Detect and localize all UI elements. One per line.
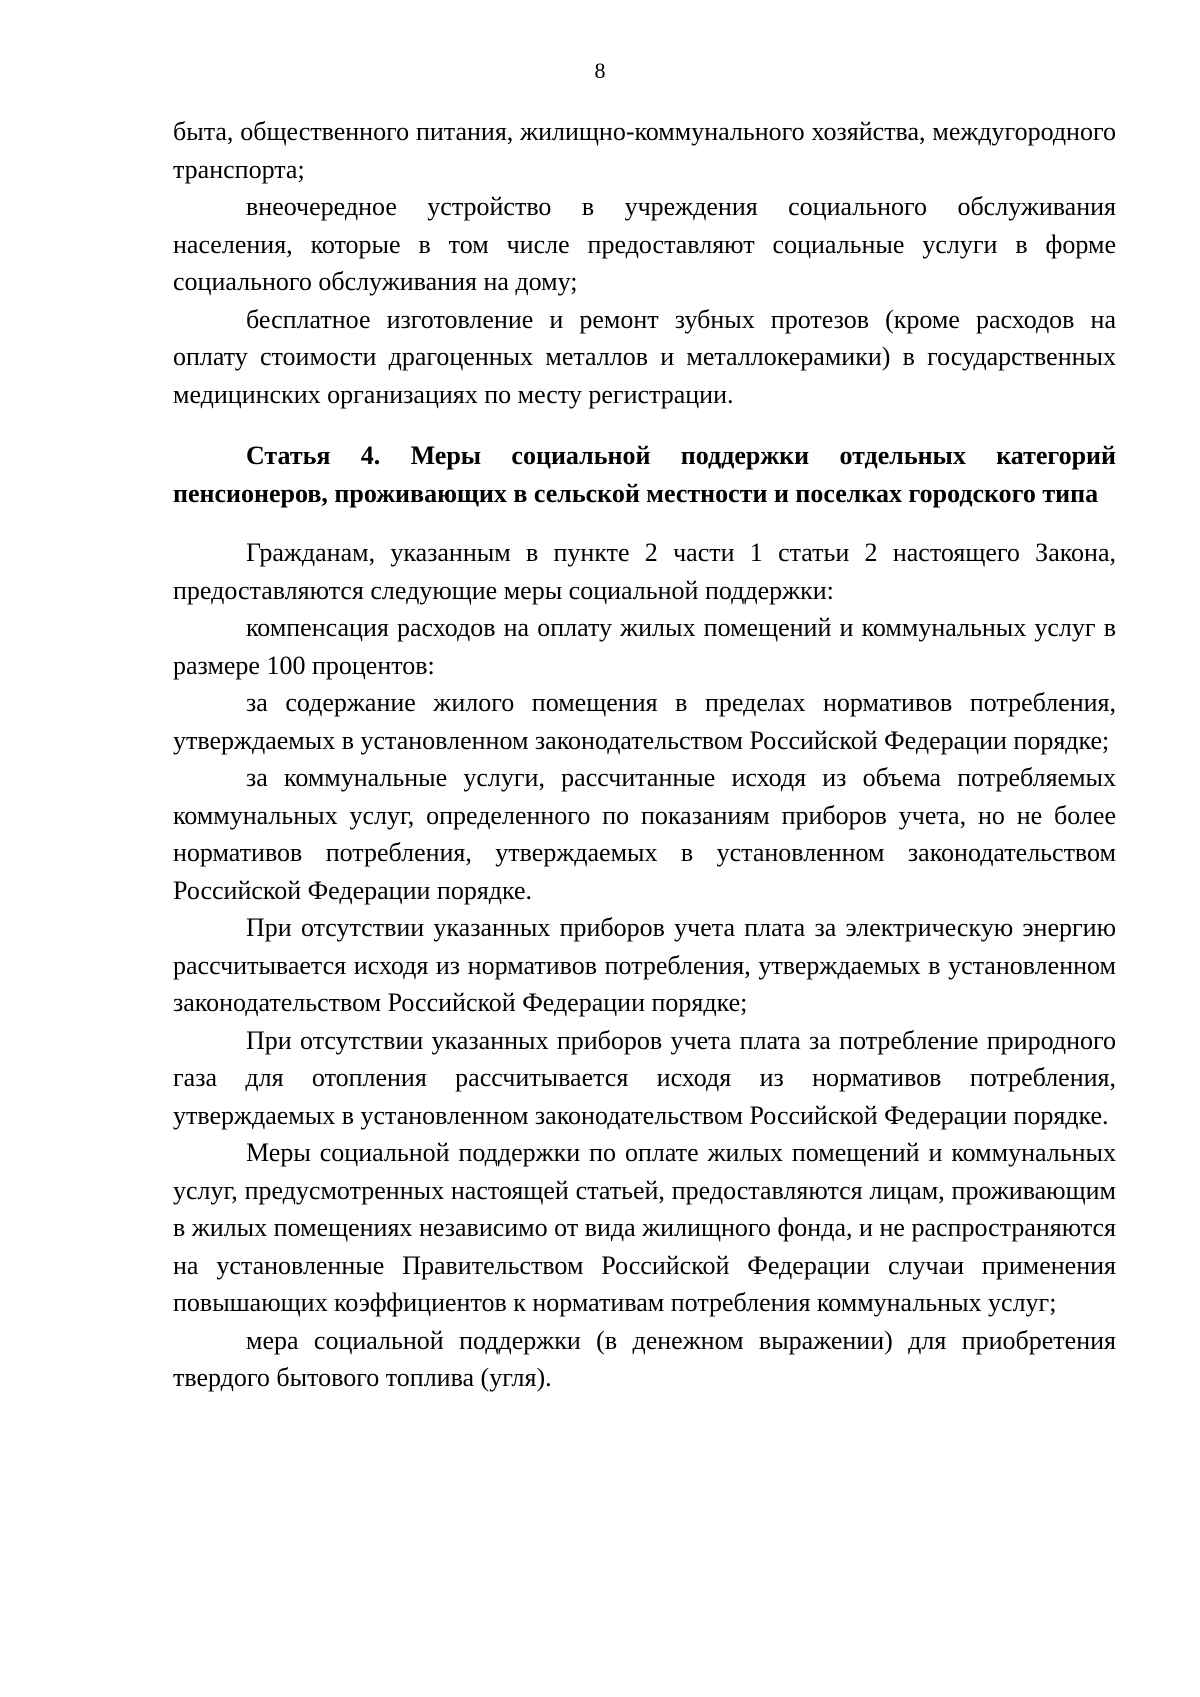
page-number: 8 <box>594 58 606 83</box>
document-body <box>173 113 1116 1397</box>
article-heading: Статья 4. Меры социальной поддержки отдельных категорий пенсионеров, проживающих в сельской местности и поселках городского типа <box>173 441 1116 508</box>
paragraph-continuation: быта, общественного питания, жилищно-коммунального хозяйства, междугородного транспорта; <box>173 117 1116 184</box>
paragraph: за коммунальные услуги, рассчитанные исходя из объема потребляемых коммунальных услуг, определенного по показаниям приборов учета, но не более нормативов потребления, утверждаемых в установленном законодательством Российской Федерации порядке. <box>173 763 1116 905</box>
paragraph: бесплатное изготовление и ремонт зубных протезов (кроме расходов на оплату стоимости драгоценных металлов и металлокерамики) в государственных медицинских организациях по месту регистрации. <box>173 304 1116 409</box>
paragraph: внеочередное устройство в учреждения социального обслуживания населения, которые в том числе предоставляют социальные услуги в форме социального обслуживания на дому; <box>173 192 1116 296</box>
paragraph: Гражданам, указанным в пункте 2 части 1 статьи 2 настоящего Закона, предоставляются следующие меры социальной поддержки: <box>173 538 1116 605</box>
paragraph: Меры социальной поддержки по оплате жилых помещений и коммунальных услуг, предусмотренных настоящей статьей, предоставляются лицам, проживающим в жилых помещениях независимо от вида жилищного фонда, и не распространяются на установленные Правительством Российской Федерации случаи применения повышающих коэффициентов к нормативам потребления коммунальных услуг; <box>173 1138 1116 1317</box>
paragraph: При отсутствии указанных приборов учета плата за потребление природного газа для отопления рассчитывается исходя из нормативов потребления, утверждаемых в установленном законодательством Российской Федерации порядке. <box>173 1025 1116 1130</box>
paragraph: компенсация расходов на оплату жилых помещений и коммунальных услуг в размере 100 процентов: <box>173 613 1116 680</box>
paragraph: за содержание жилого помещения в пределах нормативов потребления, утверждаемых в установленном законодательством Российской Федерации порядке; <box>173 688 1116 755</box>
paragraph: мера социальной поддержки (в денежном выражении) для приобретения твердого бытового топлива (угля). <box>173 1325 1116 1392</box>
paragraph: При отсутствии указанных приборов учета плата за электрическую энергию рассчитывается исходя из нормативов потребления, утверждаемых в установленном законодательством Российской Федерации порядке; <box>173 913 1116 1017</box>
